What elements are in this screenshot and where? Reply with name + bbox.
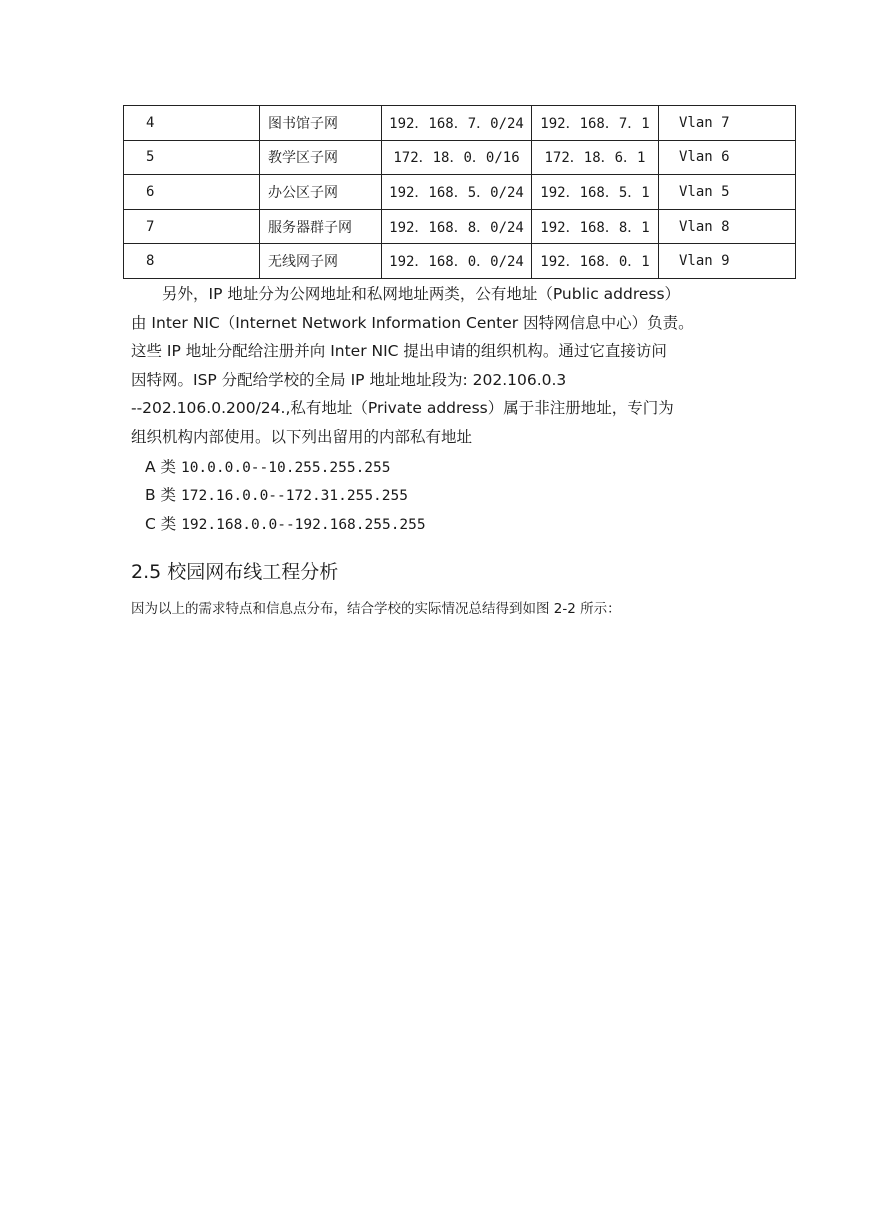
table-row	[124, 175, 796, 210]
row-number-cell: 8	[124, 244, 260, 279]
row-number-cell: 7	[124, 209, 260, 244]
range-value: 10.0.0.0--10.255.255.255	[180, 460, 391, 476]
private-range-c	[145, 512, 426, 534]
subnet-table-body	[124, 106, 796, 279]
network-address-cell: 172．18．0．0/16	[382, 140, 532, 175]
vlan-cell: Vlan 8	[659, 209, 796, 244]
paragraph-line: 因特网。ISP 分配给学校的全局 IP 地址地址段为: 202.106.0.3	[131, 370, 567, 389]
network-address-cell: 192．168．5．0/24	[382, 175, 532, 210]
section-number: 2.5	[131, 561, 162, 583]
subnet-name-cell: 办公区子网	[260, 175, 382, 210]
paragraph-line: 组织机构内部使用。以下列出留用的内部私有地址	[131, 427, 473, 446]
ip-address-paragraph	[131, 280, 751, 451]
range-value: 192.168.0.0--192.168.255.255	[181, 517, 426, 533]
table-row	[124, 244, 796, 279]
subnet-table	[123, 105, 796, 279]
paragraph-line: 这些 IP 地址分配给注册并向 Inter NIC 提出申请的组织机构。通过它直接访问	[131, 342, 667, 360]
figure-intro-text: 因为以上的需求特点和信息点分布，结合学校的实际情况总结得到如图 2-2 所示：	[131, 601, 621, 617]
range-value: 172.16.0.0--172.31.255.255	[181, 488, 408, 504]
table-row	[124, 209, 796, 244]
row-number-cell: 4	[124, 106, 260, 141]
subnet-name-cell: 图书馆子网	[260, 106, 382, 141]
network-address-cell: 192．168．8．0/24	[382, 209, 532, 244]
range-class-label: A 类	[145, 458, 177, 476]
gateway-cell: 172．18．6．1	[532, 140, 659, 175]
vlan-cell: Vlan 9	[659, 244, 796, 279]
subnet-name-cell: 无线网子网	[260, 244, 382, 279]
row-number-cell: 5	[124, 140, 260, 175]
gateway-cell: 192．168．7．1	[532, 106, 659, 141]
vlan-cell: Vlan 6	[659, 140, 796, 175]
gateway-cell: 192．168．8．1	[532, 209, 659, 244]
section-title: 校园网布线工程分析	[167, 561, 339, 583]
range-class-label: B 类	[145, 486, 177, 504]
vlan-cell: Vlan 7	[659, 106, 796, 141]
paragraph-line: 由 Inter NIC（Internet Network Information Center 因特网信息中心）负责。	[131, 313, 694, 332]
table-row	[124, 140, 796, 175]
network-address-cell: 192．168．0．0/24	[382, 244, 532, 279]
paragraph-line: 另外，IP 地址分为公网地址和私网地址两类，公有地址（Public address）	[131, 285, 681, 303]
paragraph-line: --202.106.0.200/24.,私有地址（Private address）属于非注册地址，专门为	[131, 399, 674, 417]
private-range-a	[145, 455, 390, 477]
private-range-b	[145, 483, 408, 505]
vlan-cell: Vlan 5	[659, 175, 796, 210]
table-row	[124, 106, 796, 141]
section-heading	[131, 557, 338, 584]
gateway-cell: 192．168．0．1	[532, 244, 659, 279]
subnet-name-cell: 教学区子网	[260, 140, 382, 175]
row-number-cell: 6	[124, 175, 260, 210]
range-class-label: C 类	[145, 515, 177, 533]
gateway-cell: 192．168．5．1	[532, 175, 659, 210]
network-address-cell: 192．168．7．0/24	[382, 106, 532, 141]
subnet-name-cell: 服务器群子网	[260, 209, 382, 244]
